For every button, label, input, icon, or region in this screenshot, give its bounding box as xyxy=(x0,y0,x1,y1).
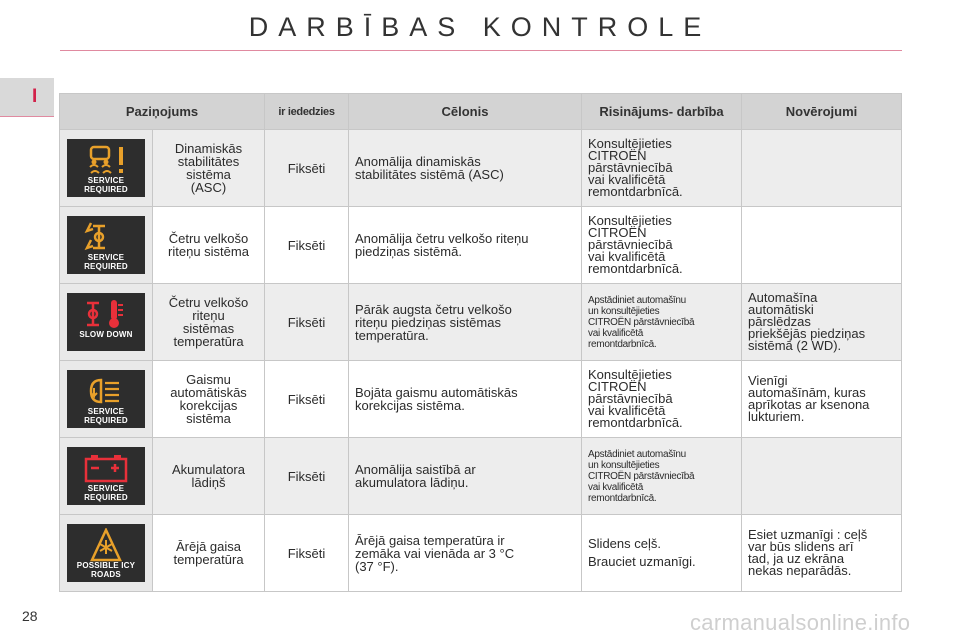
cause-cell: Anomālija saistībā ar akumulatora lādiņu. xyxy=(349,438,582,515)
warning-lamp-caption: SERVICE REQUIRED xyxy=(84,176,128,194)
cause-cell: Pārāk augsta četru velkošo riteņu piedziņas sistēmas temperatūra. xyxy=(349,284,582,361)
page-title: DARBĪBAS KONTROLE xyxy=(248,12,712,42)
notes-cell: Automašīna automātiski pārslēdzas priekšējās piedziņas sistēmā (2 WD). xyxy=(742,284,902,361)
table-header-row xyxy=(60,94,902,130)
indicator-name: Akumulatora lādiņš xyxy=(153,438,265,515)
indicator-name: Četru velkošo riteņu sistēma xyxy=(153,207,265,284)
headlamp-levelling-icon xyxy=(67,374,145,408)
notes-cell: Vienīgi automašīnām, kuras aprīkotas ar ksenona lukturiem. xyxy=(742,361,902,438)
table-row xyxy=(60,284,902,361)
cause-cell: Anomālija četru velkošo riteņu piedziņas sistēmā. xyxy=(349,207,582,284)
warning-lamp-caption: POSSIBLE ICY ROADS xyxy=(76,561,136,579)
warning-lamp-caption: SLOW DOWN xyxy=(79,330,133,339)
4wd-temperature-icon xyxy=(67,297,145,331)
table-row xyxy=(60,207,902,284)
indicator-cell xyxy=(60,284,153,361)
header-indicator: Paziņojums xyxy=(60,94,265,130)
action-cell: Slidens ceļš. Brauciet uzmanīgi. xyxy=(582,515,742,592)
cause-cell: Ārējā gaisa temperatūra ir zemāka vai vienāda ar 3 °C (37 °F). xyxy=(349,515,582,592)
warning-lamp xyxy=(67,293,145,351)
header-status: ir iededzies xyxy=(265,94,349,130)
icy-road-icon xyxy=(67,528,145,562)
indicator-cell xyxy=(60,515,153,592)
warning-lamp xyxy=(67,447,145,505)
cause-cell: Bojāta gaismu automātiskās korekcijas sistēma. xyxy=(349,361,582,438)
title-divider xyxy=(60,50,902,51)
header-notes: Novērojumi xyxy=(742,94,902,130)
warning-lamp-caption: SERVICE REQUIRED xyxy=(84,253,128,271)
warning-lamp xyxy=(67,370,145,428)
table-row xyxy=(60,438,902,515)
indicator-name: Četru velkošo riteņu sistēmas temperatūra xyxy=(153,284,265,361)
chapter-tab-divider xyxy=(0,116,54,117)
notes-cell xyxy=(742,207,902,284)
esp-skid-icon xyxy=(67,143,145,177)
status-cell: Fiksēti xyxy=(265,130,349,207)
table-row xyxy=(60,515,902,592)
status-cell: Fiksēti xyxy=(265,207,349,284)
4wd-icon xyxy=(67,220,145,254)
warning-lamp-caption: SERVICE REQUIRED xyxy=(84,484,128,502)
indicator-name: Dinamiskās stabilitātes sistēma (ASC) xyxy=(153,130,265,207)
status-cell: Fiksēti xyxy=(265,438,349,515)
status-cell: Fiksēti xyxy=(265,361,349,438)
action-cell: Konsultējieties CITROËN pārstāvniecībā vai kvalificētā remontdarbnīcā. xyxy=(582,361,742,438)
warning-lamp-caption: SERVICE REQUIRED xyxy=(84,407,128,425)
status-cell: Fiksēti xyxy=(265,284,349,361)
header-action: Risinājums- darbība xyxy=(582,94,742,130)
warning-lamp xyxy=(67,139,145,197)
indicator-cell xyxy=(60,361,153,438)
table-row xyxy=(60,130,902,207)
table-row xyxy=(60,361,902,438)
action-cell: Konsultējieties CITROËN pārstāvniecībā vai kvalificētā remontdarbnīcā. xyxy=(582,130,742,207)
chapter-tab-label: I xyxy=(32,86,38,107)
action-cell: Apstādiniet automašīnu un konsultējieties CITROËN pārstāvniecībā vai kvalificētā remontdarbnīcā. xyxy=(582,438,742,515)
action-cell: Konsultējieties CITROËN pārstāvniecībā vai kvalificētā remontdarbnīcā. xyxy=(582,207,742,284)
page-number: 28 xyxy=(22,608,38,624)
notes-cell xyxy=(742,130,902,207)
status-cell: Fiksēti xyxy=(265,515,349,592)
warning-lamp xyxy=(67,216,145,274)
warning-lamp xyxy=(67,524,145,582)
battery-icon xyxy=(67,451,145,485)
indicator-cell xyxy=(60,207,153,284)
chapter-tab xyxy=(0,78,54,116)
header-cause: Cēlonis xyxy=(349,94,582,130)
indicator-name: Ārējā gaisa temperatūra xyxy=(153,515,265,592)
cause-cell: Anomālija dinamiskās stabilitātes sistēmā (ASC) xyxy=(349,130,582,207)
indicator-cell xyxy=(60,438,153,515)
notes-cell xyxy=(742,438,902,515)
watermark: carmanualsonline.info xyxy=(690,610,911,635)
indicator-cell xyxy=(60,130,153,207)
indicator-name: Gaismu automātiskās korekcijas sistēma xyxy=(153,361,265,438)
action-cell: Apstādiniet automašīnu un konsultējieties CITROËN pārstāvniecībā vai kvalificētā remontdarbnīcā. xyxy=(582,284,742,361)
notes-cell: Esiet uzmanīgi : ceļš var būs slidens arī tad, ja uz ekrāna nekas neparādās. xyxy=(742,515,902,592)
warning-lamps-table xyxy=(59,93,902,592)
